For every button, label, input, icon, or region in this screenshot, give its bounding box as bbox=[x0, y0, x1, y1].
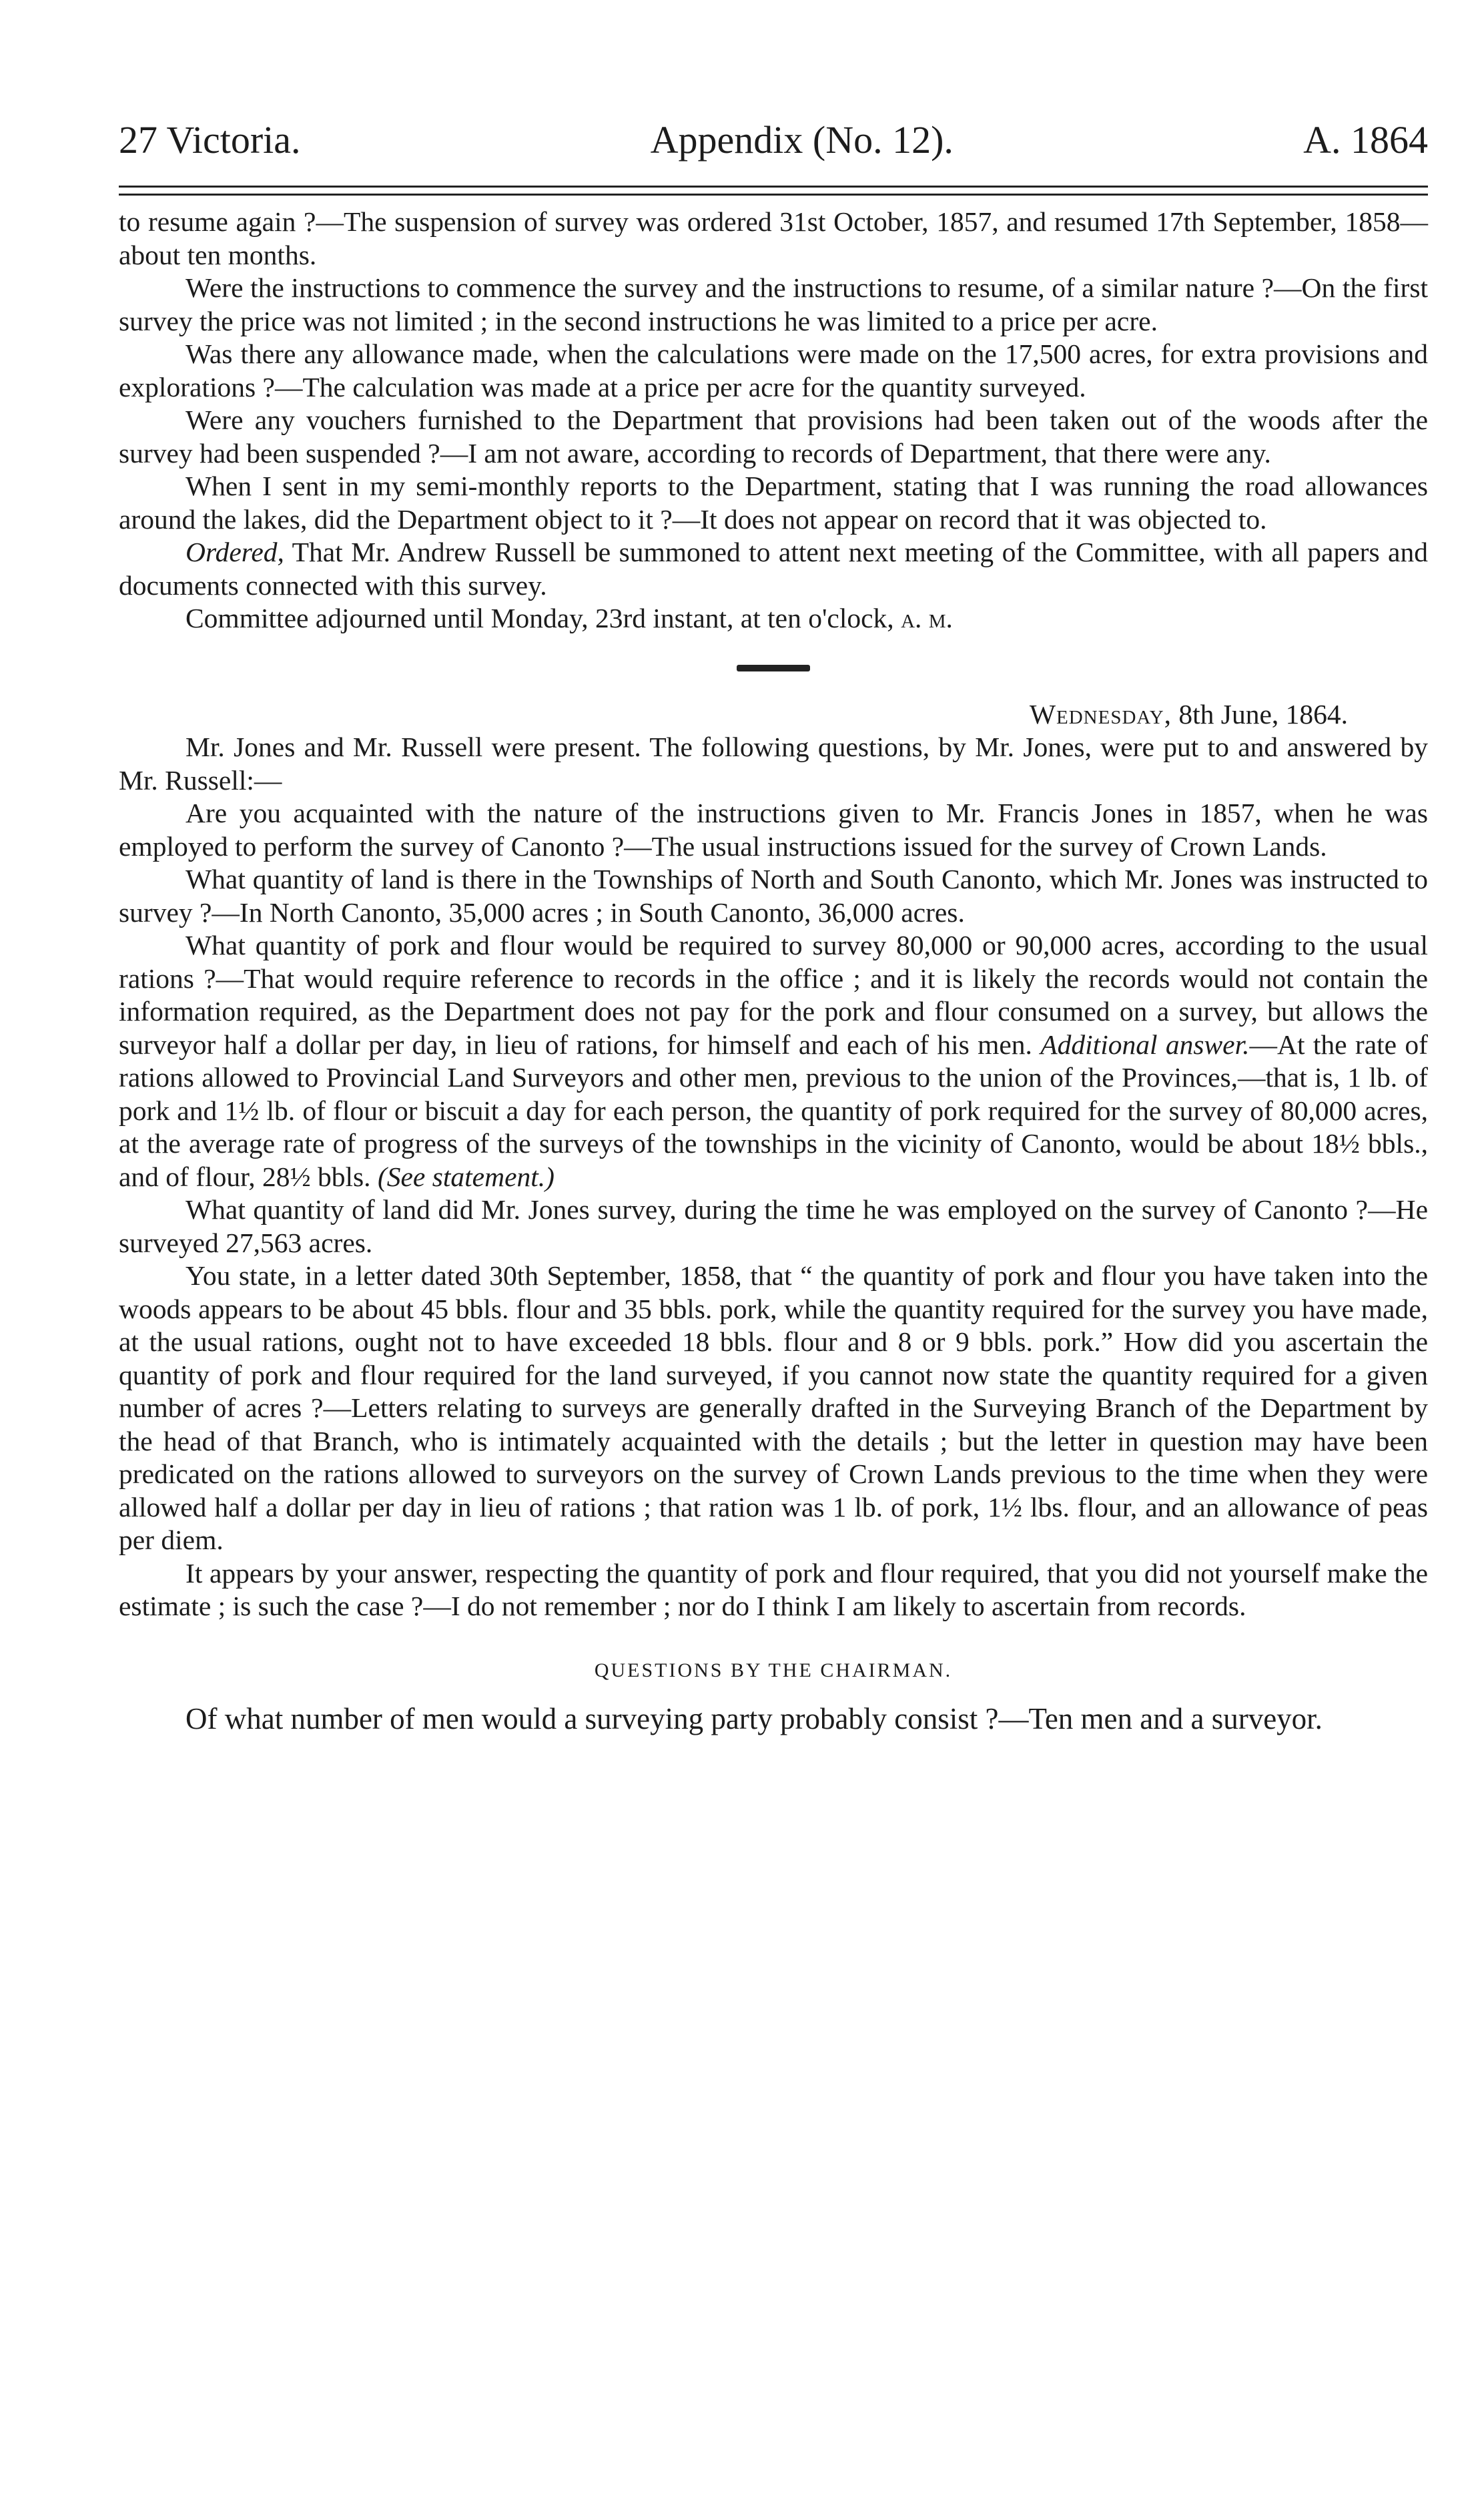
paragraph: What quantity of land is there in the Townships of North and South Canonto, which Mr. Jones was instructed to survey ?—In North Canonto, 35,000 acres ; in South Canonto, 36,000 acres. bbox=[119, 864, 1428, 928]
ordered-label: Ordered, bbox=[186, 537, 284, 567]
paragraph: Were the instructions to commence the survey and the instructions to resume, of a similar nature ?—On the first survey the price was not limited ; in the second instructions he was limited to a price per acre. bbox=[119, 272, 1428, 336]
pork-flour-paragraph bbox=[119, 929, 1428, 1193]
paragraph: Of what number of men would a surveying party probably consist ?—Ten men and a surveyor. bbox=[186, 1702, 1323, 1735]
section-separator bbox=[737, 665, 810, 671]
paragraph: What quantity of land did Mr. Jones survey, during the time he was employed on the survey of Canonto ?—He surveyed 27,563 acres. bbox=[119, 1194, 1428, 1258]
ordered-text: That Mr. Andrew Russell be summoned to attent next meeting of the Committee, with all papers and documents connected with this survey. bbox=[119, 537, 1428, 601]
adjourn-time: a. m. bbox=[901, 603, 953, 633]
paragraph: You state, in a letter dated 30th September, 1858, that “ the quantity of pork and flour you have taken into the woods appears to be about 45 bbls. flour and 35 bbls. pork, while the quantity required for the survey you have made, at the usual rations, ought not to have exceeded 18 bbls. flour and 8 or 9 bbls. pork.” How did you ascertain the quantity of pork and flour required for the land surveyed, if you cannot now state the quantity required for a given number of acres ?—Letters relating to surveys are generally drafted in the Surveying Branch of the Department by the head of that Branch, who is intimately acquainted with the details ; but the letter in question may have been predicated on the rations allowed to surveyors on the survey of Crown Lands previous to the time when they were allowed half a dollar per day in lieu of rations ; that ration was 1 lb. of pork, 1½ lbs. flour, and an allowance of peas per diem. bbox=[119, 1260, 1428, 1555]
paragraph: to resume again ?—The suspension of survey was ordered 31st October, 1857, and resumed 17th September, 1858—about ten months. bbox=[119, 206, 1428, 270]
running-header bbox=[119, 117, 1428, 178]
header-left: 27 Victoria. bbox=[119, 118, 301, 162]
date-day: Wednesday, bbox=[1029, 698, 1172, 730]
paragraph: Mr. Jones and Mr. Russell were present. The following questions, by Mr. Jones, were put to and answered by Mr. Russell:— bbox=[119, 732, 1428, 796]
adjourn-text: Committee adjourned until Monday, 23rd instant, at ten o'clock, bbox=[186, 603, 894, 633]
pork-text-after: —At the rate of rations allowed to Provincial Land Surveyors and other men, previous to the union of the Provinces,—that is, 1 lb. of pork and 1½ lb. of flour or biscuit a day for each person, the quantity of pork required for the survey of 80,000 acres, at the average rate of progress of the surveys of the townships in the vicinity of Canonto, would be about 18½ bbls., and of flour, 28½ bbls. bbox=[119, 1029, 1428, 1192]
ordered-paragraph bbox=[119, 536, 1428, 602]
document-page bbox=[119, 117, 1428, 1736]
paragraph: Are you acquainted with the nature of the instructions given to Mr. Francis Jones in 1857, when he was employed to perform the survey of Canonto ?—The usual instructions issued for the survey of Crown Lands. bbox=[119, 798, 1428, 862]
meeting-date bbox=[119, 698, 1428, 732]
paragraph: It appears by your answer, respecting the quantity of pork and flour required, that you did not yourself make the estimate ; is such the case ?—I do not remember ; nor do I think I am likely to ascertain from records. bbox=[119, 1557, 1428, 1621]
paragraph: Was there any allowance made, when the calculations were made on the 17,500 acres, for extra provisions and explorations ?—The calculation was made at a price per acre for the quantity surveyed. bbox=[119, 338, 1428, 402]
adjourn-paragraph bbox=[119, 602, 1428, 635]
header-right: A. 1864 bbox=[1303, 118, 1428, 162]
date-rest: 8th June, 1864. bbox=[1178, 698, 1348, 730]
pork-text-before: What quantity of pork and flour would be required to survey 80,000 or 90,000 acres, according to the usual rations ?—That would require reference to records in the office ; and it is likely the records would not contain the information required, as the Department does not pay for the pork and flour consumed on a survey, but allows the surveyor half a dollar per day, in lieu of rations, for himself and each of his men. bbox=[119, 930, 1428, 1060]
document-body bbox=[119, 206, 1428, 1736]
see-statement: (See statement.) bbox=[377, 1161, 554, 1192]
section-heading: QUESTIONS BY THE CHAIRMAN. bbox=[594, 1659, 953, 1681]
paragraph: When I sent in my semi-monthly reports to the Department, stating that I was running the road allowances around the lakes, did the Department object to it ?—It does not appear on record that it was objected to. bbox=[119, 471, 1428, 535]
additional-answer-label: Additional answer. bbox=[1040, 1029, 1250, 1060]
header-rule bbox=[119, 179, 1428, 206]
header-center: Appendix (No. 12). bbox=[650, 118, 954, 162]
paragraph: Were any vouchers furnished to the Department that provisions had been taken out of the woods after the survey had been suspended ?—I am not aware, according to records of Department, that there were any. bbox=[119, 404, 1428, 469]
